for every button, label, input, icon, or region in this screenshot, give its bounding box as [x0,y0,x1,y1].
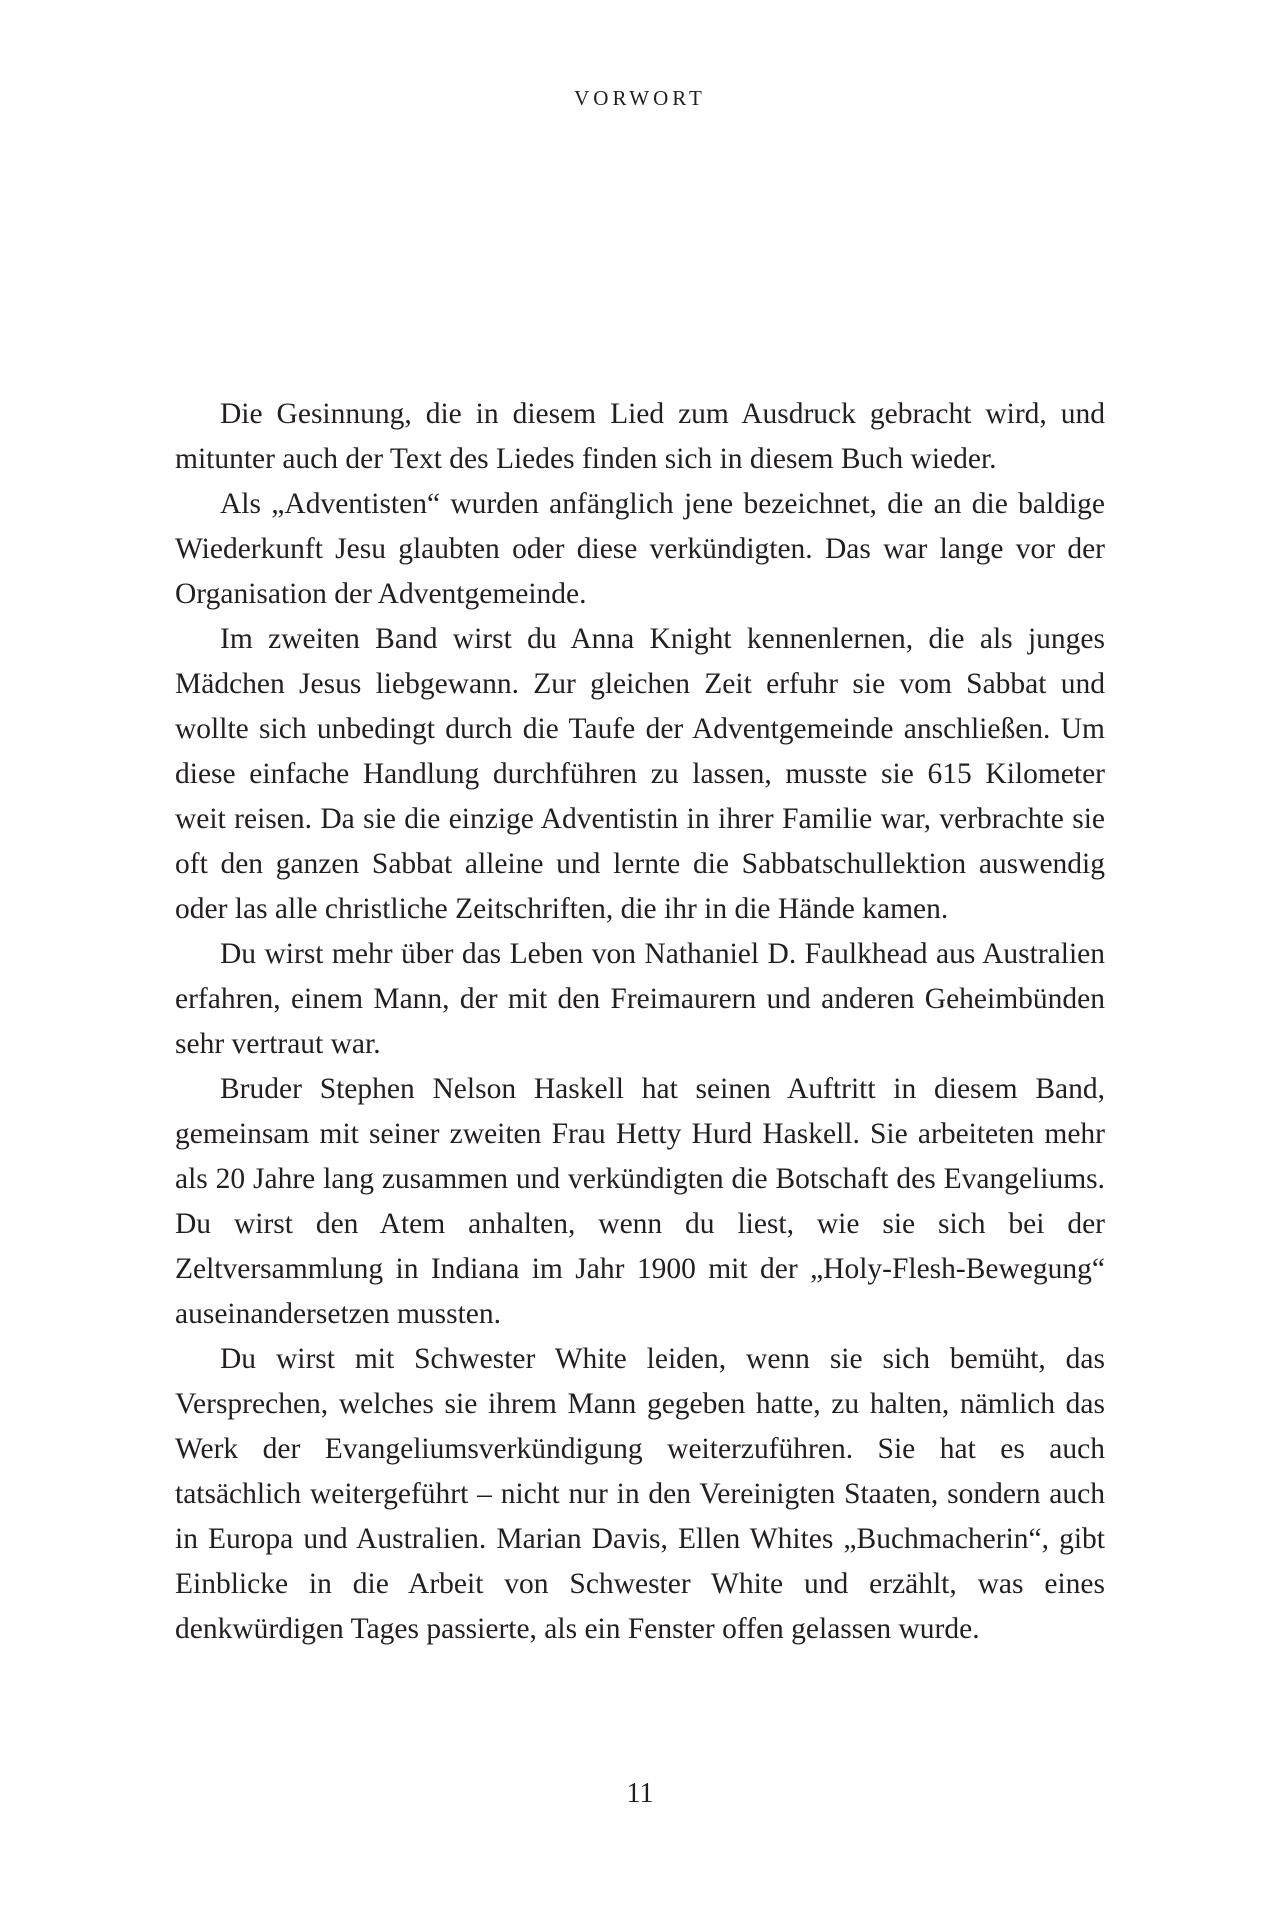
running-header: VORWORT [574,86,706,110]
paragraph-5: Bruder Stephen Nelson Haskell hat seinen Auftritt in diesem Band, gemeinsam mit seiner zweiten Frau Hetty Hurd Haskell. Sie arbeiteten mehr als 20 Jahre lang zusammen und verkündigten die Botschaft des Evangeliums. Du wirst den Atem anhalten, wenn du liest, wie sie sich bei der Zeltversammlung in Indiana im Jahr 1900 mit der „Holy-Flesh-Bewegung“ auseinandersetzen mussten. [175,1073,1105,1330]
paragraph-1: Die Gesinnung, die in diesem Lied zum Ausdruck gebracht wird, und mitunter auch der Text des Liedes finden sich in diesem Buch wieder. [175,398,1105,475]
page-number: 11 [626,1778,654,1809]
paragraph-4: Du wirst mehr über das Leben von Nathaniel D. Faulkhead aus Australien erfahren, einem Mann, der mit den Freimaurern und anderen Geheimbünden sehr vertraut war. [175,938,1105,1060]
paragraph-3: Im zweiten Band wirst du Anna Knight kennenlernen, die als junges Mädchen Jesus liebgewann. Zur gleichen Zeit erfuhr sie vom Sabbat und wollte sich unbedingt durch die Taufe der Adventgemeinde anschließen. Um diese einfache Handlung durchführen zu lassen, musste sie 615 Kilometer weit reisen. Da sie die einzige Adventistin in ihrer Familie war, verbrachte sie oft den ganzen Sabbat alleine und lernte die Sabbatschullektion auswendig oder las alle christliche Zeitschriften, die ihr in die Hände kamen. [175,623,1105,925]
paragraph-2: Als „Adventisten“ wurden anfänglich jene bezeichnet, die an die baldige Wiederkunft Jesu glaubten oder diese verkündigten. Das war lange vor der Organisation der Adventgemeinde. [175,488,1105,610]
paragraph-6: Du wirst mit Schwester White leiden, wenn sie sich bemüht, das Versprechen, welches sie ihrem Mann gegeben hatte, zu halten, nämlich das Werk der Evangeliumsverkündigung weiterzuführen. Sie hat es auch tatsächlich weitergeführt – nicht nur in den Vereinigten Staaten, sondern auch in Europa und Australien. Marian Davis, Ellen Whites „Buchmacherin“, gibt Einblicke in die Arbeit von Schwester White und erzählt, was eines denkwürdigen Tages passierte, als ein Fenster offen gelassen wurde. [175,1343,1105,1645]
body-text [175,392,1105,1652]
